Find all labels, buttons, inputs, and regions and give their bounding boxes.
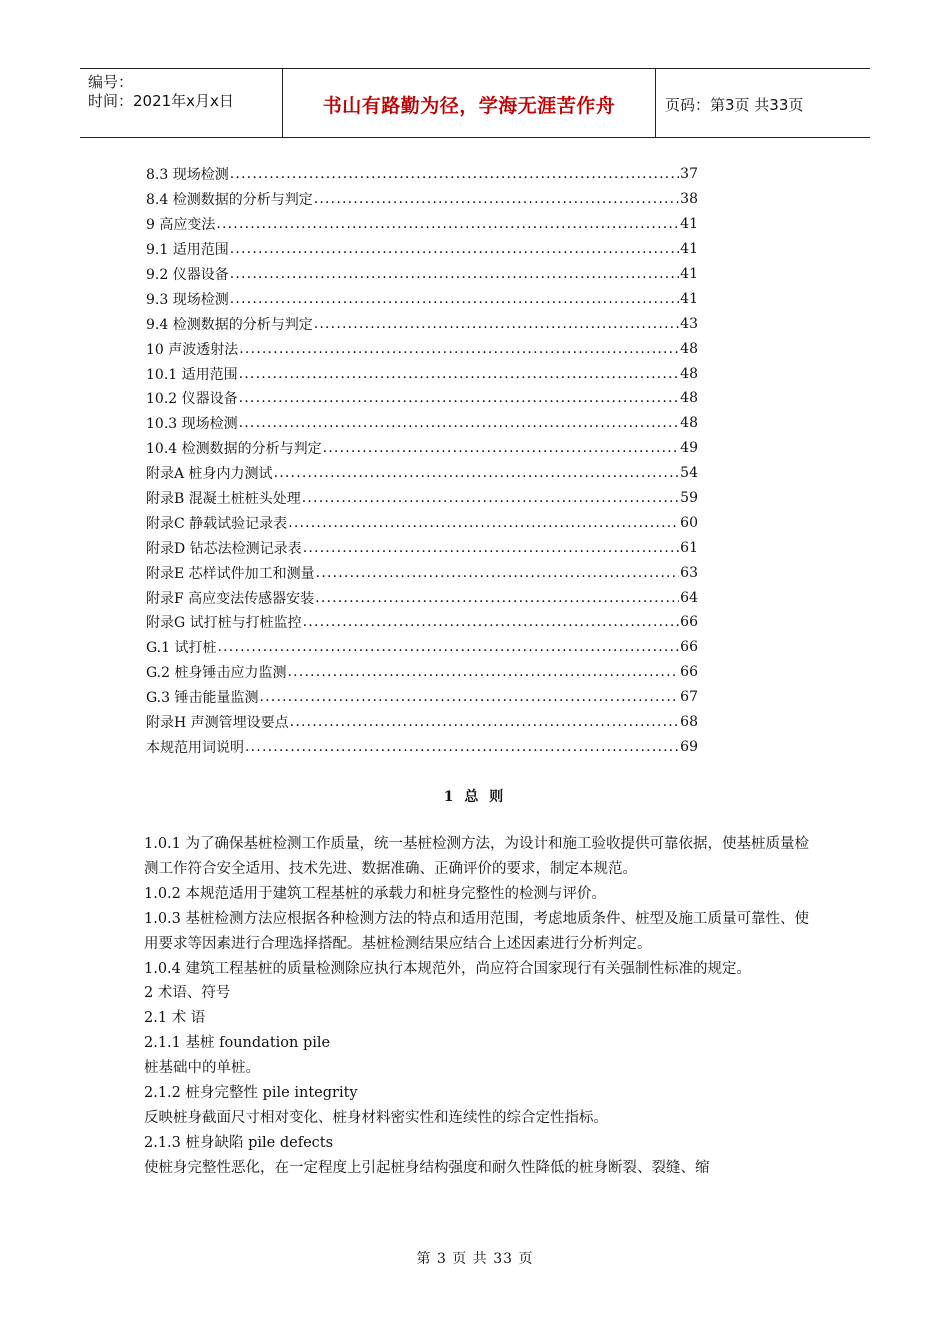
toc-entry-page: 66 [680, 614, 698, 631]
toc-entry-title: 8.4 检测数据的分析与判定 [146, 192, 313, 209]
toc-entry-title: 附录G 试打桩与打桩监控 [146, 615, 302, 632]
toc-entry[interactable] [146, 710, 698, 735]
toc-leader-dots [239, 390, 680, 406]
toc-entry-page: 43 [680, 315, 698, 332]
toc-entry[interactable] [146, 585, 698, 610]
toc-entry[interactable] [146, 386, 698, 411]
toc-entry-page: 54 [680, 465, 698, 482]
toc-leader-dots [315, 590, 679, 606]
toc-entry[interactable] [146, 535, 698, 560]
toc-entry[interactable] [146, 187, 698, 212]
toc-entry[interactable] [146, 685, 698, 710]
body-paragraph: 使桩身完整性恶化，在一定程度上引起桩身结构强度和耐久性降低的桩身断裂、裂缝、缩 [144, 1159, 710, 1176]
page-header [80, 68, 870, 138]
toc-leader-dots [218, 639, 680, 655]
toc-entry-page: 68 [680, 714, 698, 731]
body-paragraph: 2.1.2 桩身完整性 pile integrity [144, 1085, 358, 1102]
toc-entry[interactable] [146, 635, 698, 660]
toc-entry[interactable] [146, 311, 698, 336]
section-title: 1 总 则 [443, 789, 507, 805]
toc-entry-title: G.2 桩身锤击应力监测 [146, 665, 287, 682]
toc-entry-title: 附录F 高应变法传感器安装 [146, 590, 315, 607]
body-paragraph: 2.1.3 桩身缺陷 pile defects [144, 1134, 334, 1151]
toc-entry-page: 48 [680, 390, 698, 407]
body-paragraph: 1.0.2 本规范适用于建筑工程基桩的承载力和桩身完整性的检测与评价。 [144, 885, 607, 902]
toc-entry[interactable] [146, 486, 698, 511]
body-paragraph: 1.0.3 基桩检测方法应根据各种检测方法的特点和适用范围，考虑地质条件、桩型及施工质量可靠性、使用要求等因素进行合理选择搭配。基桩检测结果应结合上述因素进行分析判定。 [144, 910, 809, 952]
toc-entry-page: 41 [680, 241, 698, 258]
toc-entry-title: 9.1 适用范围 [146, 242, 229, 259]
toc-entry-title: 附录D 钻芯法检测记录表 [146, 540, 302, 557]
toc-entry[interactable] [146, 361, 698, 386]
table-of-contents [146, 162, 698, 759]
toc-entry-title: 10.4 检测数据的分析与判定 [146, 441, 322, 458]
body-paragraph: 桩基础中的单桩。 [144, 1060, 260, 1077]
toc-entry-page: 48 [680, 340, 698, 357]
toc-entry-page: 69 [680, 738, 698, 755]
toc-entry-title: 附录C 静载试验记录表 [146, 515, 288, 532]
toc-entry-title: 附录B 混凝土桩桩头处理 [146, 491, 301, 508]
toc-leader-dots [288, 515, 679, 531]
toc-leader-dots [288, 664, 680, 680]
toc-leader-dots [290, 714, 680, 730]
toc-entry-title: 10.3 现场检测 [146, 416, 238, 433]
body-paragraph: 2.1 术 语 [144, 1010, 206, 1027]
body-paragraph: 2 术语、符号 [144, 985, 231, 1002]
body-paragraph: 1.0.1 为了确保基桩检测工作质量，统一基桩检测方法，为设计和施工验收提供可靠依据，使基桩质量检测工作符合安全适用、技术先进、数据准确、正确评价的要求，制定本规范。 [144, 836, 809, 877]
toc-entry[interactable] [146, 212, 698, 237]
header-motto-cell [282, 69, 656, 137]
toc-leader-dots [316, 565, 680, 581]
toc-leader-dots [314, 316, 679, 332]
toc-entry[interactable] [146, 734, 698, 759]
toc-entry[interactable] [146, 336, 698, 361]
toc-entry-title: 10.2 仪器设备 [146, 391, 238, 408]
toc-leader-dots [323, 440, 680, 456]
time-label: 时间：2021年x月x日 [88, 92, 234, 110]
toc-entry[interactable] [146, 262, 698, 287]
toc-entry-title: 本规范用词说明 [146, 739, 244, 756]
toc-entry-page: 41 [680, 290, 698, 307]
document-body [144, 832, 812, 1181]
toc-leader-dots [230, 291, 679, 307]
toc-entry-page: 48 [680, 415, 698, 432]
toc-entry[interactable] [146, 286, 698, 311]
number-label: 编号： [88, 73, 134, 91]
toc-entry-page: 38 [680, 191, 698, 208]
toc-entry[interactable] [146, 461, 698, 486]
toc-leader-dots [230, 241, 679, 257]
toc-entry[interactable] [146, 162, 698, 187]
header-left-cell [80, 69, 282, 137]
toc-entry-page: 37 [680, 166, 698, 183]
toc-entry-page: 41 [680, 266, 698, 282]
toc-leader-dots [303, 614, 680, 630]
toc-leader-dots [302, 490, 679, 506]
toc-leader-dots [216, 216, 679, 232]
toc-entry[interactable] [146, 510, 698, 535]
toc-leader-dots [230, 266, 679, 282]
toc-entry-page: 61 [680, 539, 698, 556]
toc-entry-page: 66 [680, 664, 698, 681]
toc-entry-title: 10 声波透射法 [146, 341, 239, 358]
toc-entry[interactable] [146, 237, 698, 262]
toc-leader-dots [314, 191, 679, 207]
toc-entry-title: 10.1 适用范围 [146, 366, 238, 383]
page-info: 页码：第3页 共33页 [665, 96, 804, 114]
toc-entry-title: G.3 锤击能量监测 [146, 690, 259, 707]
toc-entry[interactable] [146, 411, 698, 436]
toc-leader-dots [303, 540, 679, 556]
toc-leader-dots [230, 166, 679, 182]
toc-entry-page: 48 [680, 365, 698, 382]
toc-entry-title: G.1 试打桩 [146, 640, 217, 657]
toc-leader-dots [274, 465, 680, 481]
toc-entry-page: 49 [680, 440, 698, 457]
toc-entry-page: 41 [680, 216, 698, 233]
toc-entry-page: 64 [680, 589, 698, 606]
motto-text: 书山有路勤为径，学海无涯苦作舟 [322, 95, 616, 117]
toc-entry-title: 9.3 现场检测 [146, 291, 229, 308]
toc-leader-dots [260, 689, 680, 705]
toc-entry[interactable] [146, 436, 698, 461]
toc-leader-dots [245, 739, 679, 755]
toc-entry-title: 附录H 声测管埋设要点 [146, 715, 289, 732]
toc-entry-title: 附录A 桩身内力测试 [146, 466, 273, 483]
toc-entry-title: 9.4 检测数据的分析与判定 [146, 316, 313, 333]
toc-leader-dots [239, 341, 679, 357]
header-page-cell [655, 69, 870, 137]
toc-entry-page: 66 [680, 639, 698, 656]
toc-entry[interactable] [146, 610, 698, 635]
toc-entry-title: 附录E 芯样试件加工和测量 [146, 565, 315, 582]
toc-entry-title: 9 高应变法 [146, 217, 216, 234]
toc-entry-page: 67 [680, 689, 698, 706]
toc-entry[interactable] [146, 660, 698, 685]
toc-entry-title: 8.3 现场检测 [146, 167, 229, 184]
toc-entry-page: 60 [680, 514, 698, 531]
body-paragraph: 2.1.1 基桩 foundation pile [144, 1035, 331, 1052]
toc-leader-dots [239, 415, 680, 431]
toc-entry[interactable] [146, 560, 698, 585]
body-paragraph: 1.0.4 建筑工程基桩的质量检测除应执行本规范外，尚应符合国家现行有关强制性标准的规定。 [144, 960, 751, 977]
page-footer: 第 3 页 共 33 页 [416, 1251, 534, 1267]
toc-entry-title: 9.2 仪器设备 [146, 267, 229, 283]
toc-entry-page: 59 [680, 490, 698, 507]
toc-leader-dots [239, 366, 680, 382]
toc-entry-page: 63 [680, 564, 698, 581]
body-paragraph: 反映桩身截面尺寸相对变化、桩身材料密实性和连续性的综合定性指标。 [144, 1109, 608, 1126]
